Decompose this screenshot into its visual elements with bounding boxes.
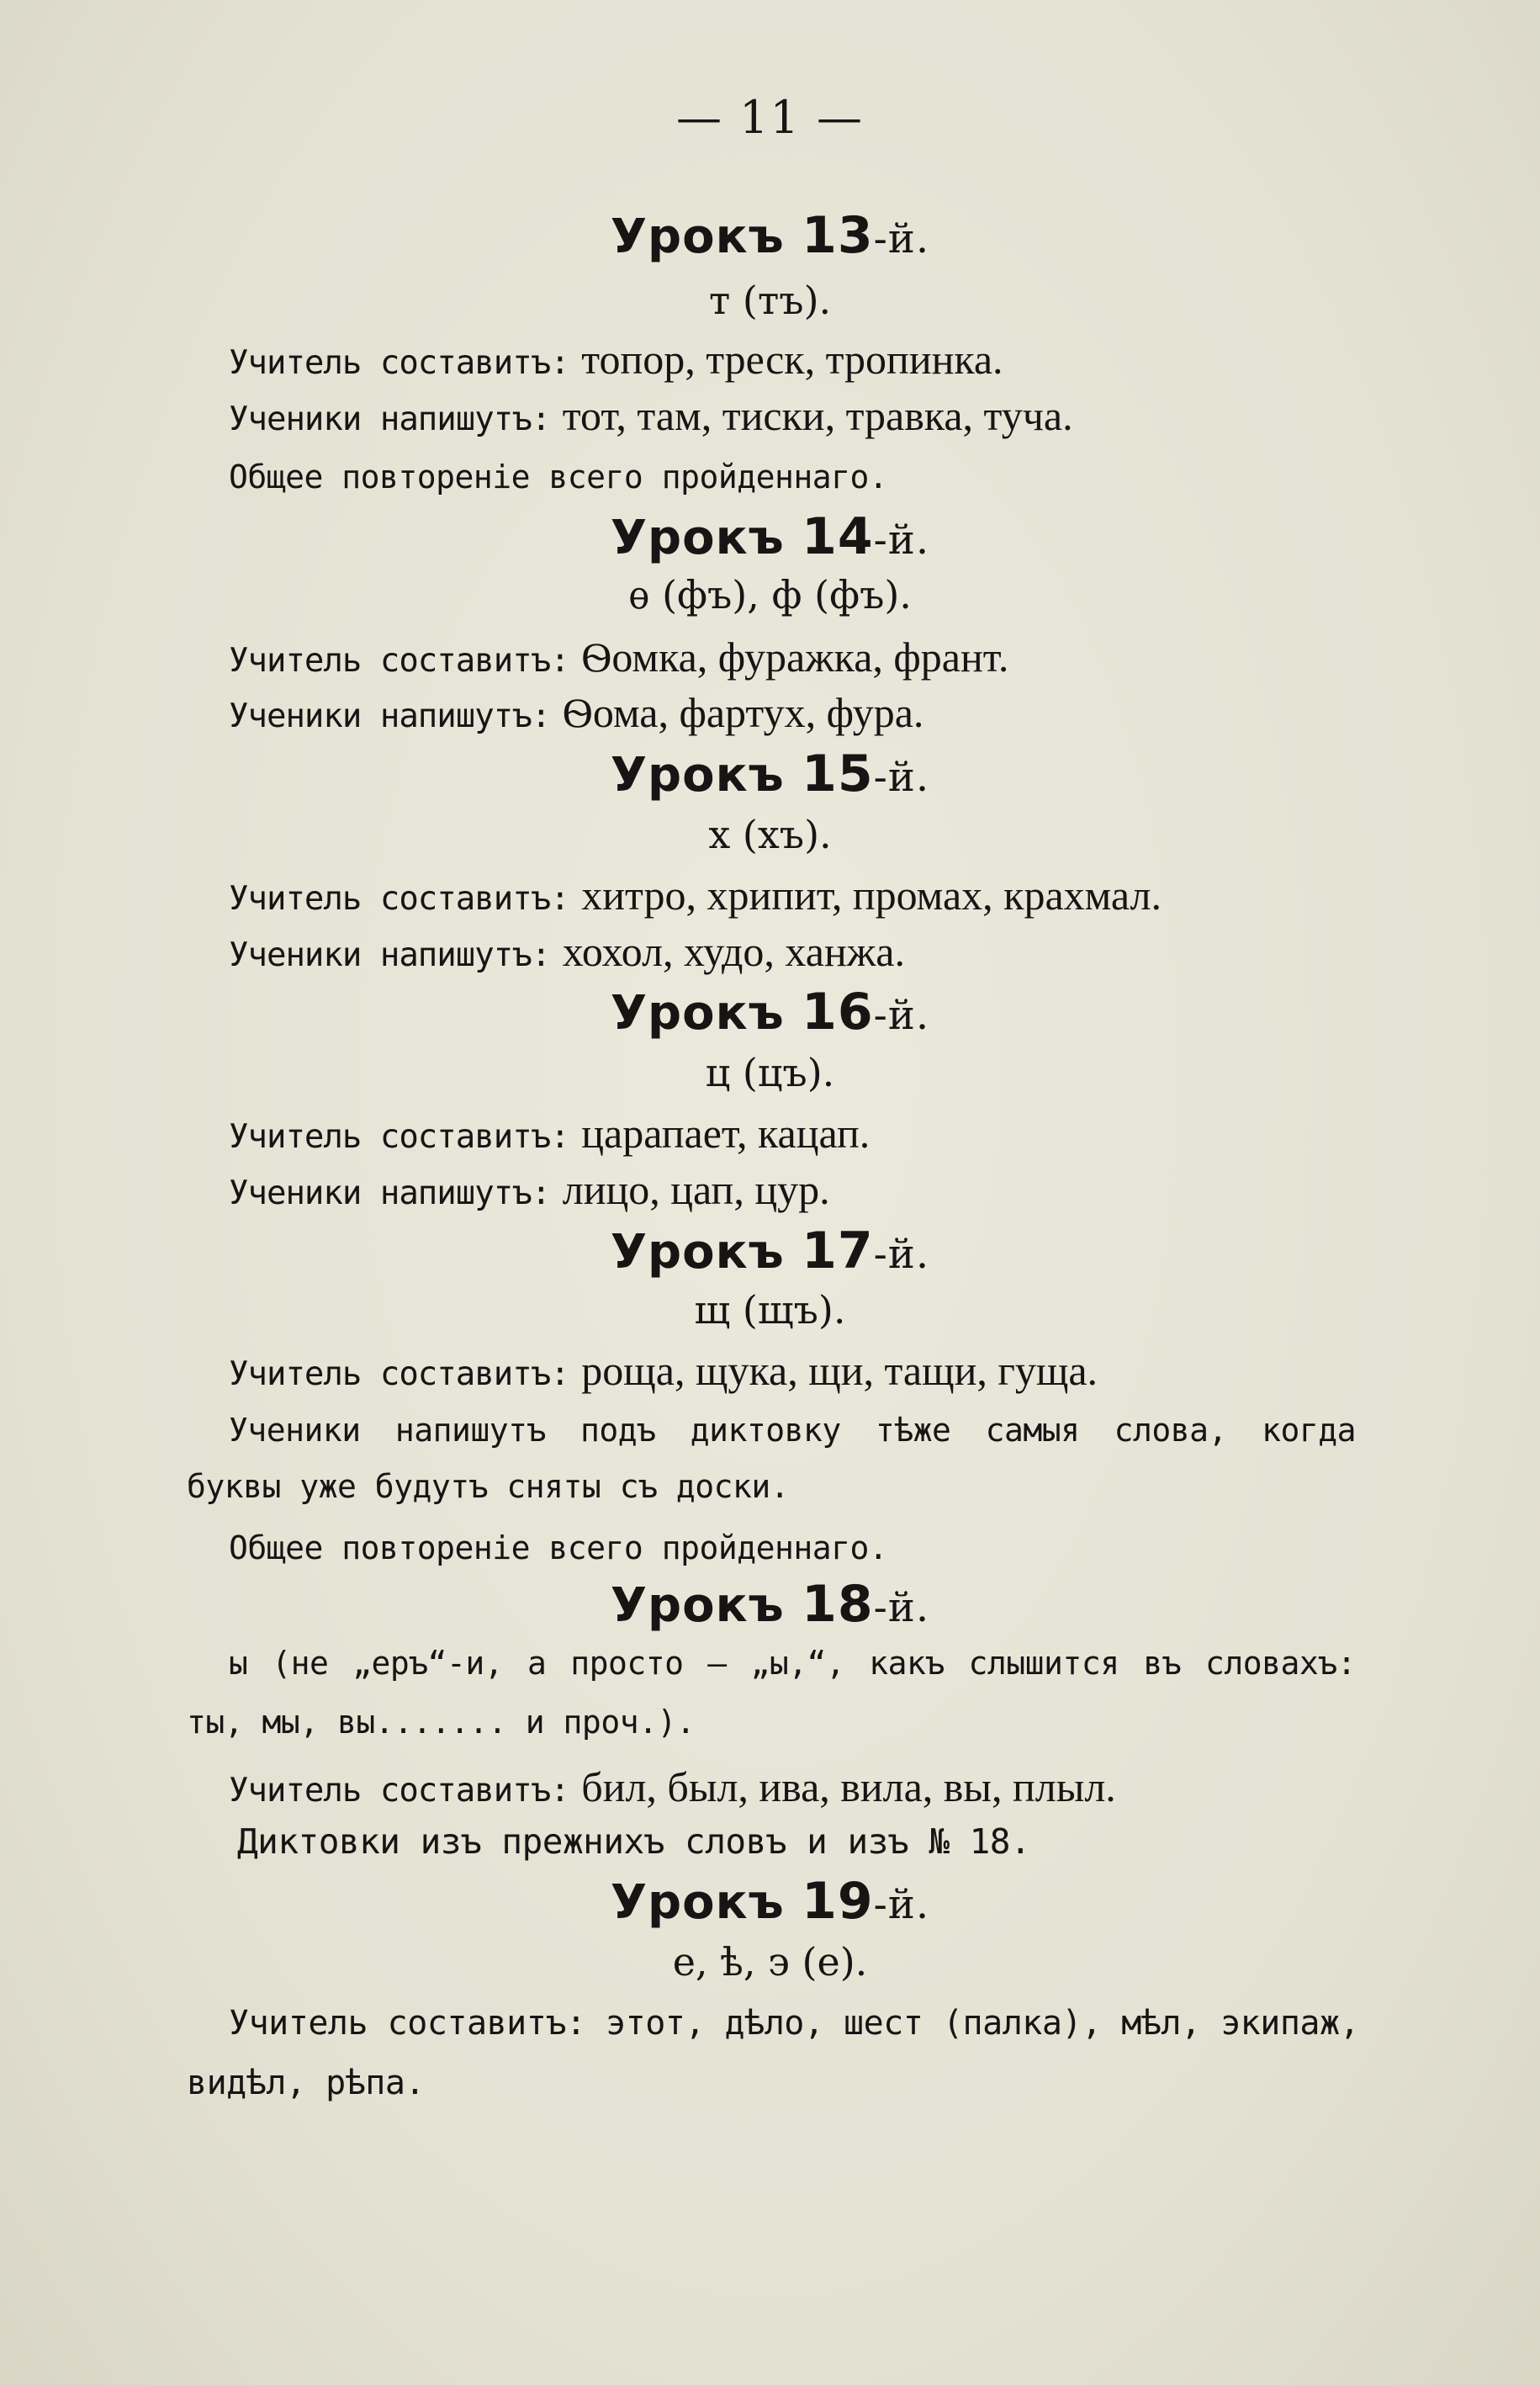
page-number: — 11 —	[675, 91, 865, 144]
lesson-16-letters: ц (цъ).	[705, 1050, 835, 1095]
row-label: Учитель составитъ:	[229, 642, 569, 680]
lesson-19-title	[0, 1872, 1540, 1931]
row-label: Ученики напишутъ:	[229, 697, 551, 735]
row-text: лицо, цап, цур.	[562, 1166, 830, 1213]
lesson-19-paragraph-line-2: видѣл, рѣпа.	[187, 2064, 425, 2102]
row-label: Учитель составитъ:	[229, 1355, 569, 1393]
lesson-14-title	[0, 507, 1540, 566]
lesson-word: Урокъ	[610, 986, 785, 1041]
lesson-18-teacher-row	[229, 1762, 1116, 1811]
lesson-17-paragraph-line-1: Ученики напишутъ подъ диктовку тѣже самыя слова, когда	[229, 1412, 1356, 1449]
bleed-through	[1135, 341, 1145, 374]
lesson-18-dictation: Диктовки изъ прежнихъ словъ и изъ № 18.	[237, 1821, 1031, 1862]
lesson-15-title	[0, 745, 1540, 803]
lesson-13-note: Общее повторенiе всего пройденнаго.	[229, 458, 888, 496]
row-label: Ученики напишутъ:	[229, 936, 551, 974]
row-text: хохол, худо, ханжа.	[562, 928, 905, 975]
lesson-suffix: -й.	[873, 754, 930, 801]
lesson-16-teacher-row	[229, 1109, 870, 1158]
row-text: царапает, кацап.	[581, 1110, 871, 1157]
row-label: Учитель составитъ:	[229, 1118, 569, 1156]
lesson-number: 19	[802, 1872, 874, 1931]
lesson-number: 15	[802, 745, 874, 803]
lesson-18-title	[0, 1575, 1540, 1634]
lesson-word: Урокъ	[610, 748, 785, 803]
lesson-18-paragraph-line-1: ы (не „еръ“-и, а просто — „ы,“, какъ слышится въ словахъ:	[229, 1645, 1356, 1682]
lesson-word: Урокъ	[610, 1578, 785, 1633]
lesson-19-paragraph-line-1: Учитель составитъ: этот, дѣло, шест (палка), мѣл, экипаж,	[229, 2004, 1360, 2043]
lesson-number: 13	[802, 206, 874, 265]
lesson-17-letters: щ (щъ).	[694, 1287, 846, 1333]
lesson-13-letters: т (тъ).	[708, 278, 832, 323]
row-label: Ученики напишутъ:	[229, 400, 551, 438]
lesson-13-teacher-row	[229, 335, 1003, 384]
row-text: роща, щука, щи, тащи, гуща.	[581, 1347, 1098, 1394]
lesson-13-students-row	[229, 391, 1073, 440]
lesson-suffix: -й.	[873, 992, 930, 1039]
lesson-14-letters: ѳ (фъ), ф (фъ).	[628, 572, 912, 617]
row-text: топор, треск, тропинка.	[581, 336, 1003, 383]
lesson-16-title	[0, 983, 1540, 1041]
lesson-word: Урокъ	[610, 1875, 785, 1930]
row-text: тот, там, тиски, травка, туча.	[562, 392, 1073, 439]
lesson-word: Урокъ	[610, 209, 785, 264]
lesson-17-paragraph-line-2: буквы уже будутъ сняты съ доски.	[187, 1468, 790, 1505]
lesson-suffix: -й.	[873, 215, 930, 262]
lesson-17-title	[0, 1222, 1540, 1280]
row-label: Учитель составитъ:	[229, 880, 569, 918]
lesson-14-students-row	[229, 688, 923, 737]
lesson-17-note: Общее повторенiе всего пройденнаго.	[229, 1529, 888, 1566]
lesson-suffix: -й.	[873, 1231, 930, 1278]
row-text: Ѳомка, фуражка, франт.	[581, 633, 1009, 681]
lesson-17-teacher-row	[229, 1346, 1098, 1395]
lesson-word: Урокъ	[610, 1225, 785, 1280]
lesson-number: 17	[802, 1222, 874, 1280]
row-text: Ѳома, фартух, фура.	[562, 689, 924, 736]
lesson-word: Урокъ	[610, 511, 785, 565]
lesson-number: 14	[802, 507, 874, 566]
lesson-15-letters: х (хъ).	[708, 812, 832, 857]
lesson-15-students-row	[229, 927, 905, 976]
lesson-suffix: -й.	[873, 1584, 930, 1631]
row-label: Учитель составитъ:	[229, 1772, 569, 1810]
lesson-16-students-row	[229, 1165, 830, 1214]
row-text: бил, был, ива, вила, вы, плыл.	[581, 1763, 1116, 1810]
lesson-15-teacher-row	[229, 871, 1162, 920]
lesson-18-paragraph-line-2: ты, мы, вы....... и проч.).	[187, 1704, 696, 1741]
lesson-suffix: -й.	[873, 517, 930, 564]
lesson-19-letters: е, ѣ, э (е).	[672, 1939, 868, 1985]
lesson-number: 16	[802, 983, 874, 1041]
lesson-number: 18	[802, 1575, 874, 1634]
lesson-suffix: -й.	[873, 1881, 930, 1928]
row-text: хитро, хрипит, промах, крахмал.	[581, 872, 1162, 919]
lesson-13-title	[0, 206, 1540, 265]
row-label: Учитель составитъ:	[229, 344, 569, 382]
row-label: Ученики напишутъ:	[229, 1174, 551, 1212]
lesson-14-teacher-row	[229, 633, 1008, 681]
